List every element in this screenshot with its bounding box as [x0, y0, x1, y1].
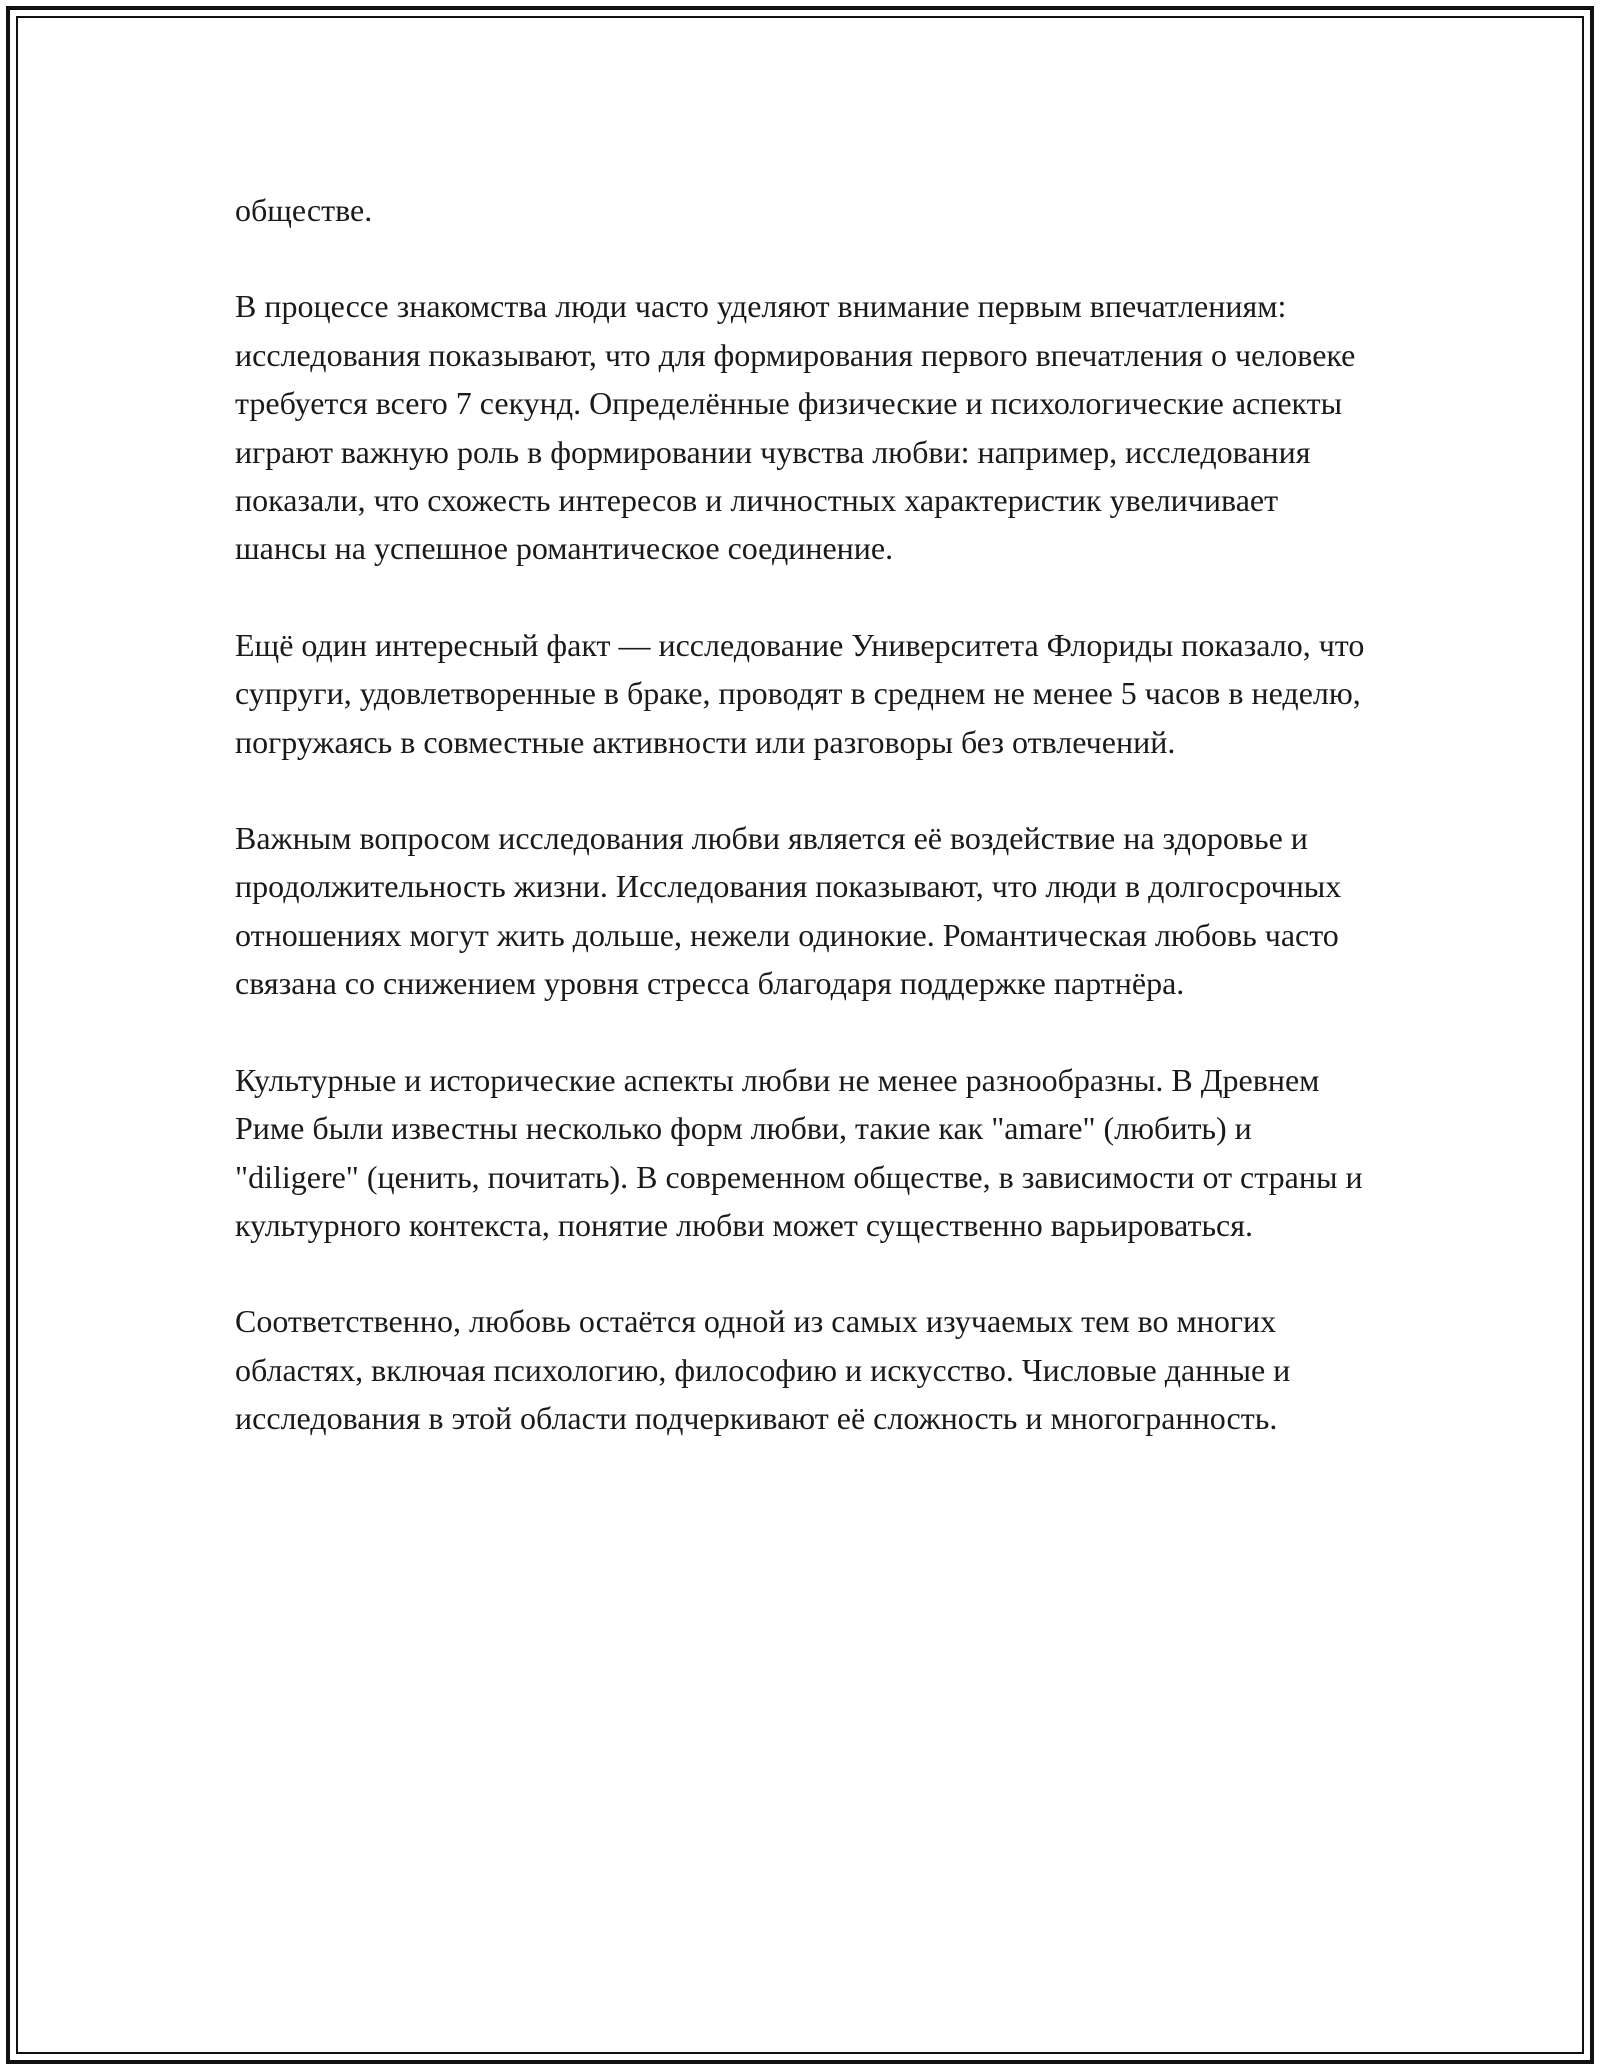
paragraph-cultural-aspects: Культурные и исторические аспекты любви не менее разнообразны. В Древнем Риме были известны несколько форм любви, такие как "amare" (любить) и "diligere" (ценить, почитать). В современном обществе, в зависимости от страны и культурного контекста, понятие любви может существенно варьироваться. — [235, 1061, 1363, 1243]
paragraph-conclusion: Соответственно, любовь остаётся одной из самых изучаемых тем во многих областях, включая психологию, философию и искусство. Числовые данные и исследования в этой области подчеркивают её сложность и многогранность. — [235, 1303, 1291, 1437]
document-body — [235, 186, 1375, 1443]
paragraph-first-impressions: В процессе знакомства люди часто уделяют внимание первым впечатлениям: исследования показывают, что для формирования первого впечатления о человеке требуется всего 7 секунд. Определённые физические и психологические аспекты играют важную роль в формировании чувства любви: например, исследования показали, что схожесть интересов и личностных характеристик увеличивает шансы на успешное романтическое соединение. — [235, 288, 1356, 567]
paragraph-health-longevity: Важным вопросом исследования любви является её воздействие на здоровье и продолжительность жизни. Исследования показывают, что люди в долгосрочных отношениях могут жить дольше, нежели одинокие. Романтическая любовь часто связана со снижением уровня стресса благодаря поддержке партнёра. — [235, 820, 1342, 1002]
paragraph-continuation: обществе. — [235, 192, 373, 228]
paragraph-florida-study: Ещё один интересный факт — исследование Университета Флориды показало, что супруги, удовлетворенные в браке, проводят в среднем не менее 5 часов в неделю, погружаясь в совместные активности или разговоры без отвлечений. — [235, 626, 1365, 760]
